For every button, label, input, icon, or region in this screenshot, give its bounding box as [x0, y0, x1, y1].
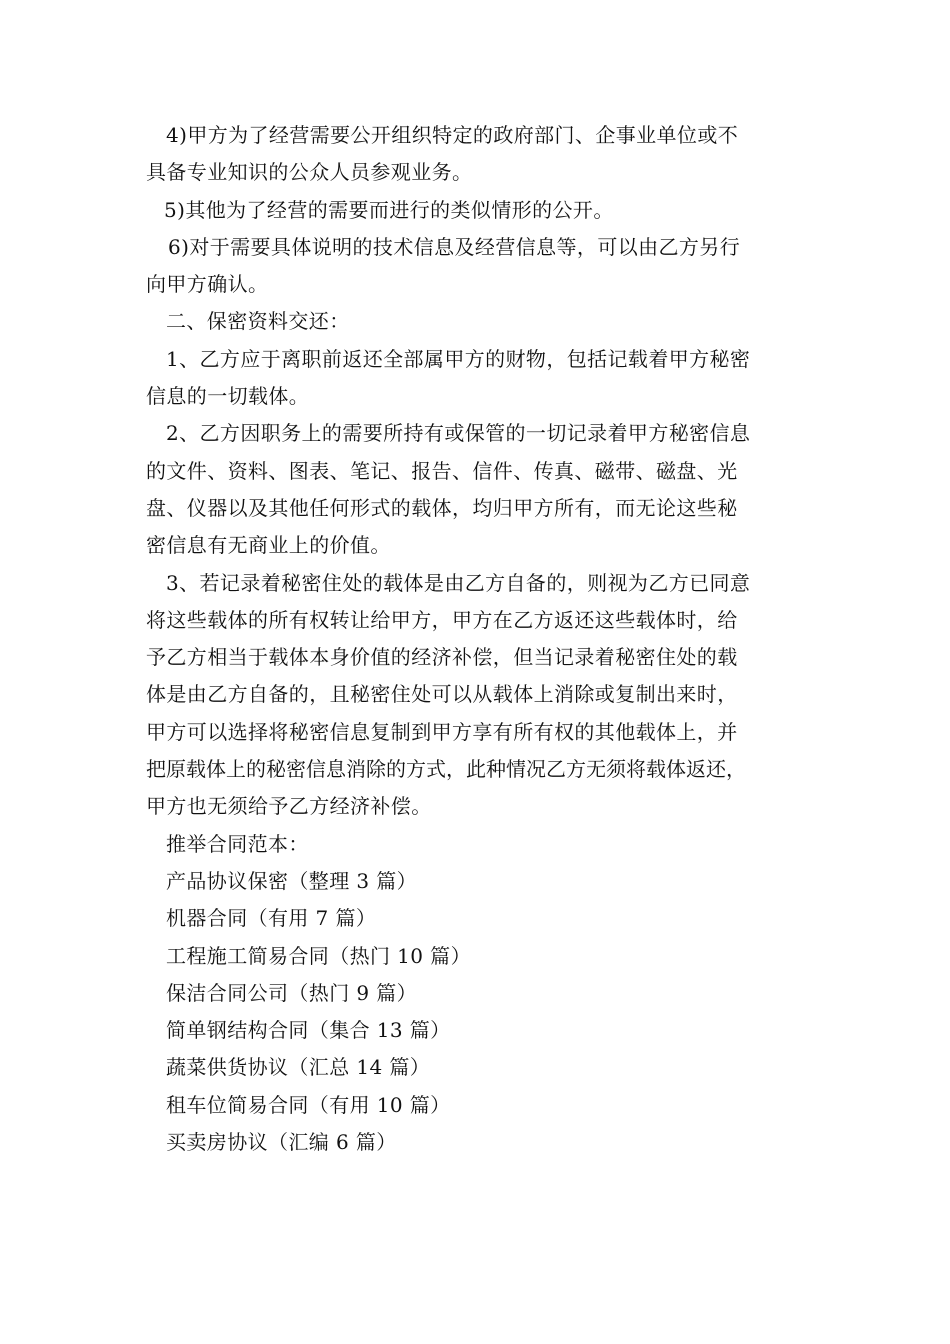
recommend-link[interactable]: 租车位简易合同（有用 10 篇） — [166, 1092, 451, 1117]
text-line: 1、乙方应于离职前返还全部属甲方的财物，包括记载着甲方秘密 — [166, 346, 751, 371]
text-line: 甲方也无须给予乙方经济补偿。 — [146, 794, 432, 819]
text-line: 二、保密资料交还： — [166, 309, 350, 334]
text-line: 3、若记录着秘密住处的载体是由乙方自备的，则视为乙方已同意 — [166, 570, 751, 595]
recommend-link[interactable]: 蔬菜供货协议（汇总 14 篇） — [166, 1055, 431, 1080]
section-heading-return-materials — [146, 303, 818, 340]
recommend-link[interactable]: 简单钢结构合同（集合 13 篇） — [166, 1018, 451, 1043]
recommend-list — [146, 863, 818, 1161]
text-line: 信息的一切载体。 — [146, 384, 310, 409]
paragraph-clause-3 — [146, 565, 818, 826]
recommend-heading — [146, 826, 818, 863]
text-line: 密信息有无商业上的价值。 — [146, 533, 391, 558]
document-page — [146, 117, 818, 1161]
recommend-link[interactable]: 机器合同（有用 7 篇） — [166, 906, 377, 931]
paragraph-item-5 — [146, 192, 818, 229]
text-line: 6)对于需要具体说明的技术信息及经营信息等，可以由乙方另行 — [168, 234, 741, 259]
text-line: 具备专业知识的公众人员参观业务。 — [146, 160, 473, 185]
recommend-link[interactable]: 产品协议保密（整理 3 篇） — [166, 868, 418, 893]
text-line: 体是由乙方自备的，且秘密住处可以从载体上消除或复制出来时， — [146, 682, 738, 707]
paragraph-clause-2 — [146, 415, 818, 564]
text-line: 予乙方相当于载体本身价值的经济补偿，但当记录着秘密住处的载 — [146, 645, 738, 670]
paragraph-item-4 — [146, 117, 818, 192]
text-line: 把原载体上的秘密信息消除的方式，此种情况乙方无须将载体返还， — [146, 757, 746, 782]
recommend-link[interactable]: 买卖房协议（汇编 6 篇） — [166, 1130, 397, 1155]
recommend-link[interactable]: 工程施工简易合同（热门 10 篇） — [166, 943, 471, 968]
text-line: 将这些载体的所有权转让给甲方，甲方在乙方返还这些载体时，给 — [146, 607, 738, 632]
text-line: 5)其他为了经营的需要而进行的类似情形的公开。 — [164, 197, 614, 222]
recommend-link[interactable]: 保洁合同公司（热门 9 篇） — [166, 980, 418, 1005]
text-line: 4)甲方为了经营需要公开组织特定的政府部门、企事业单位或不 — [166, 123, 739, 147]
paragraph-clause-1 — [146, 341, 818, 416]
text-line: 甲方可以选择将秘密信息复制到甲方享有所有权的其他载体上，并 — [146, 719, 738, 744]
text-line: 2、乙方因职务上的需要所持有或保管的一切记录着甲方秘密信息 — [166, 421, 751, 446]
paragraph-item-6 — [146, 229, 818, 304]
text-line: 的文件、资料、图表、笔记、报告、信件、传真、磁带、磁盘、光 — [146, 458, 738, 483]
text-line: 推举合同范本： — [166, 831, 309, 856]
text-line: 盘、仪器以及其他任何形式的载体，均归甲方所有，而无论这些秘 — [146, 495, 738, 520]
text-line: 向甲方确认。 — [146, 272, 269, 297]
